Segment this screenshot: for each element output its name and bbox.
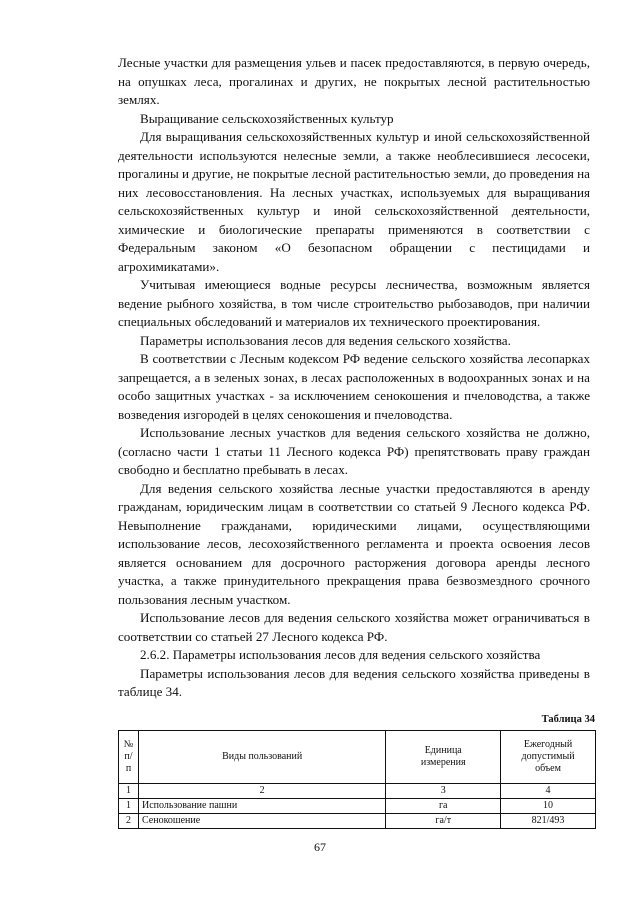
page-number: 67 (314, 840, 326, 854)
subheading-crops: Выращивание сельскохозяйственных культур (140, 110, 394, 126)
table-cell: га (386, 799, 501, 814)
subheading-parameters: Параметры использования лесов для ведения сельского хозяйства. (140, 332, 511, 348)
body-text (118, 54, 590, 702)
table-cell: 4 (501, 784, 596, 799)
table-cell: 1 (119, 784, 139, 799)
table-row (119, 814, 596, 829)
paragraph-crops: Для выращивания сельскохозяйственных культур и иной сельскохозяйственной деятельности используются нелесные земли, а также необлесившиеся лесосеки, прогалины и другие, не покрытые лесной растительностью земли, до проведения на них лесовосстановления. На лесных участках, используемых для выращивания сельскохозяйственных культур и иной сельскохозяйственной деятельности, химические и биологические препараты применяются в соответствии с Федеральным законом «О безопасном обращении с пестицидами и агрохимикатами». (118, 129, 590, 274)
table-cell: Использование пашни (138, 799, 385, 814)
table-cell: 3 (386, 784, 501, 799)
table-cell: 1 (119, 799, 139, 814)
table-cell: 2 (138, 784, 385, 799)
table-column-numbers-row (119, 784, 596, 799)
paragraph-beekeeping: Лесные участки для размещения ульев и пасек предоставляются, в первую очередь, на опушках леса, прогалинах и других, не покрытых лесной растительностью землях. (118, 55, 590, 107)
table-34 (118, 730, 596, 829)
paragraph-forest-code: В соответствии с Лесным кодексом РФ ведение сельского хозяйства лесопарках запрещается, а в зеленых зонах, в лесах расположенных в водоохранных зонах и на особо защитных участках - за исключением сенокошения и пчеловодства, а также возведения изгородей в целях сенокошения и пчеловодства. (118, 351, 590, 422)
header-annual-volume: Ежегодный допустимый объем (501, 731, 596, 784)
section-heading-2-6-2: 2.6.2. Параметры использования лесов для ведения сельского хозяйства (140, 647, 541, 662)
table-cell: га/т (386, 814, 501, 829)
paragraph-lease: Для ведения сельского хозяйства лесные участки предоставляются в аренду гражданам, юридическим лицам в соответствии со статьей 9 Лесного кодекса РФ. Невыполнение гражданами, юридическими лицами, осуществляющими использование лесов, лесохозяйственного регламента и проекта освоения лесов является основанием для досрочного расторжения договора аренды лесного участка, а также принудительного прекращения права безвозмездного срочного пользования лесным участком. (118, 480, 590, 607)
table-header-row (119, 731, 596, 784)
table-row (119, 799, 596, 814)
paragraph-limitations: Использование лесов для ведения сельского хозяйства может ограничиваться в соответствии со статьей 27 Лесного кодекса РФ. (118, 610, 590, 644)
table-cell: 821/493 (501, 814, 596, 829)
paragraph-table-ref: Параметры использования лесов для ведения сельского хозяйства приведены в таблице 34. (118, 665, 590, 699)
header-number: № п/п (119, 731, 139, 784)
table-cell: Сенокошение (138, 814, 385, 829)
header-unit: Единица измерения (386, 731, 501, 784)
table-cell: 2 (119, 814, 139, 829)
table-cell: 10 (501, 799, 596, 814)
paragraph-fishery: Учитывая имеющиеся водные ресурсы лесничества, возможным является ведение рыбного хозяйства, в том числе строительство рыбозаводов, при наличии специальных обследований и материалов их технического проектирования. (118, 277, 590, 329)
header-use-type: Виды пользований (138, 731, 385, 784)
table-caption: Таблица 34 (541, 714, 595, 725)
paragraph-citizen-rights: Использование лесных участков для ведения сельского хозяйства не должно, (согласно части 1 статьи 11 Лесного кодекса РФ) препятствовать праву граждан свободно и бесплатно пребывать в лесах. (118, 425, 590, 477)
